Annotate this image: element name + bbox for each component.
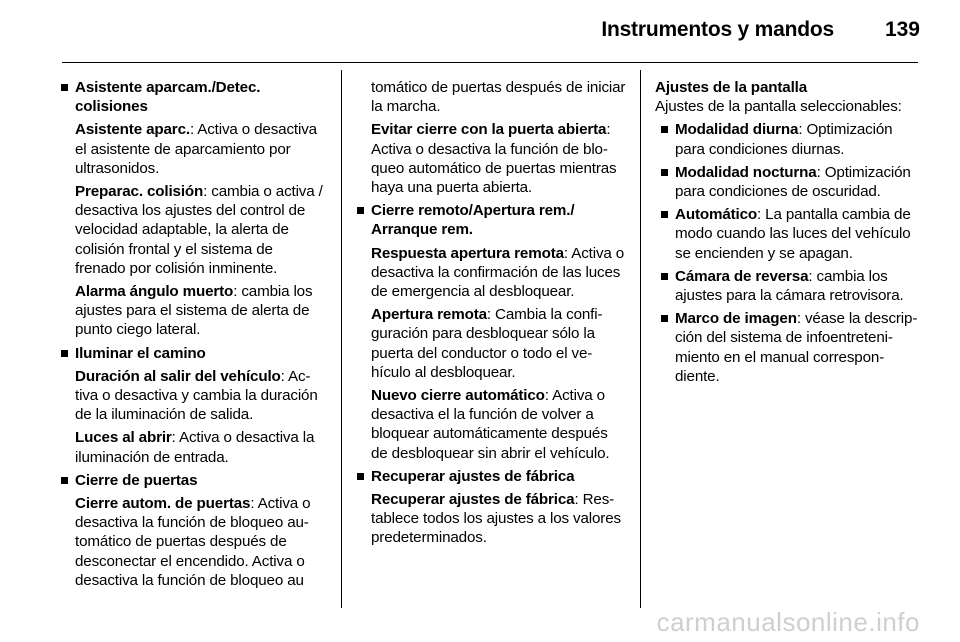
paragraph bbox=[60, 182, 327, 278]
text: : véase la descripción del sistema de infoentretenimiento en el manual correspondiente. bbox=[675, 310, 918, 385]
text: : Activa o desactiva la iluminación de entrada. bbox=[75, 429, 315, 466]
text: : Activa o desactiva el la función de volver a bloquear automáticamente después de desbloquear sin abrir el vehículo. bbox=[371, 387, 610, 462]
term: Evitar cierre con la puerta abierta bbox=[371, 121, 607, 139]
column-2 bbox=[356, 78, 626, 552]
text: : cambia los ajustes para el sistema de alerta de punto ciego lateral. bbox=[75, 283, 313, 339]
text: : Optimización para condiciones de oscuridad. bbox=[675, 163, 911, 201]
term: Cámara de reversa bbox=[675, 267, 809, 285]
term: Duración al salir del vehículo bbox=[75, 367, 281, 385]
term: Modalidad diurna bbox=[675, 121, 799, 139]
text: : Activa o desactiva la confirmación de las luces de emergencia al desbloquear. bbox=[371, 244, 625, 301]
paragraph-continued bbox=[356, 78, 626, 116]
text: tomático de puertas después de iniciar la marcha. bbox=[371, 79, 626, 116]
text: : Activa o desactiva el asistente de aparcamiento por ultrasonidos. bbox=[75, 121, 317, 177]
section-heading-lighting: Iluminar el camino bbox=[60, 344, 327, 363]
section-heading-parking-assist: Asistente aparcam./Detec. colisiones bbox=[60, 78, 327, 116]
paragraph bbox=[60, 428, 327, 466]
list-item bbox=[660, 309, 923, 386]
term: Preparac. colisión bbox=[75, 183, 204, 201]
text: : Cambia la configuración para desbloquear sólo la puerta del conductor o todo el vehículo al desbloquear. bbox=[371, 306, 603, 381]
list-item bbox=[660, 120, 923, 158]
watermark: carmanualsonline.info bbox=[656, 607, 920, 637]
term: Luces al abrir bbox=[75, 429, 172, 447]
paragraph bbox=[356, 244, 626, 302]
column-divider-1 bbox=[341, 70, 342, 608]
section-heading-display: Ajustes de la pantalla bbox=[655, 79, 808, 96]
section-heading-remote: Cierre remoto/Apertura rem./ Arranque rem. bbox=[356, 201, 626, 239]
term: Respuesta apertura remota bbox=[371, 244, 564, 262]
section-heading-factory-reset: Recuperar ajustes de fábrica bbox=[356, 467, 626, 486]
list-item bbox=[660, 163, 923, 201]
text: : Activa o desactiva la función de bloqueo automático de puertas mientras haya una puerta abierta. bbox=[371, 121, 617, 197]
text: : Optimización para condiciones diurnas. bbox=[675, 121, 893, 158]
paragraph bbox=[356, 490, 626, 548]
text: : cambia o activa / desactiva los ajustes del control de velocidad adaptable, la alerta de colisión frontal y el sistema de frenado por colisión inminente. bbox=[75, 183, 323, 277]
term: Nuevo cierre automático bbox=[371, 387, 545, 405]
text: : cambia los ajustes para la cámara retrovisora. bbox=[675, 267, 904, 305]
column-3 bbox=[655, 78, 923, 390]
page-number: 139 bbox=[884, 18, 920, 41]
intro-text: Ajustes de la pantalla seleccionables: bbox=[655, 98, 902, 116]
list-item bbox=[660, 205, 923, 263]
term: Marco de imagen bbox=[675, 310, 797, 328]
section-heading-door-locks: Cierre de puertas bbox=[60, 471, 327, 490]
term: Automático bbox=[675, 206, 758, 224]
term: Recuperar ajustes de fábrica bbox=[371, 491, 575, 509]
paragraph bbox=[356, 305, 626, 382]
text: : Activa o desactiva la función de bloqueo automático de puertas después de desconectar el encendido. Activa o desactiva la función de bloqueo au bbox=[75, 495, 311, 589]
paragraph bbox=[60, 367, 327, 425]
term: Cierre autom. de puertas bbox=[75, 495, 251, 513]
text: : Restablece todos los ajustes a los valores predeterminados. bbox=[371, 491, 621, 547]
text: : Activa o desactiva y cambia la duración de la iluminación de salida. bbox=[75, 367, 318, 424]
term: Modalidad nocturna bbox=[675, 163, 817, 181]
paragraph bbox=[356, 386, 626, 463]
paragraph bbox=[60, 494, 327, 590]
page-title: Instrumentos y mandos bbox=[601, 18, 834, 41]
header-rule bbox=[62, 62, 918, 63]
term: Asistente aparc. bbox=[75, 121, 190, 139]
term: Apertura remota bbox=[371, 306, 487, 324]
paragraph bbox=[356, 120, 626, 197]
paragraph bbox=[60, 282, 327, 340]
column-divider-2 bbox=[640, 70, 641, 608]
text: : La pantalla cambia de modo cuando las luces del vehículo se encienden y se apagan. bbox=[675, 206, 911, 262]
term: Alarma ángulo muerto bbox=[75, 283, 234, 301]
list-item bbox=[660, 267, 923, 305]
column-1 bbox=[60, 78, 327, 594]
paragraph bbox=[60, 120, 327, 178]
